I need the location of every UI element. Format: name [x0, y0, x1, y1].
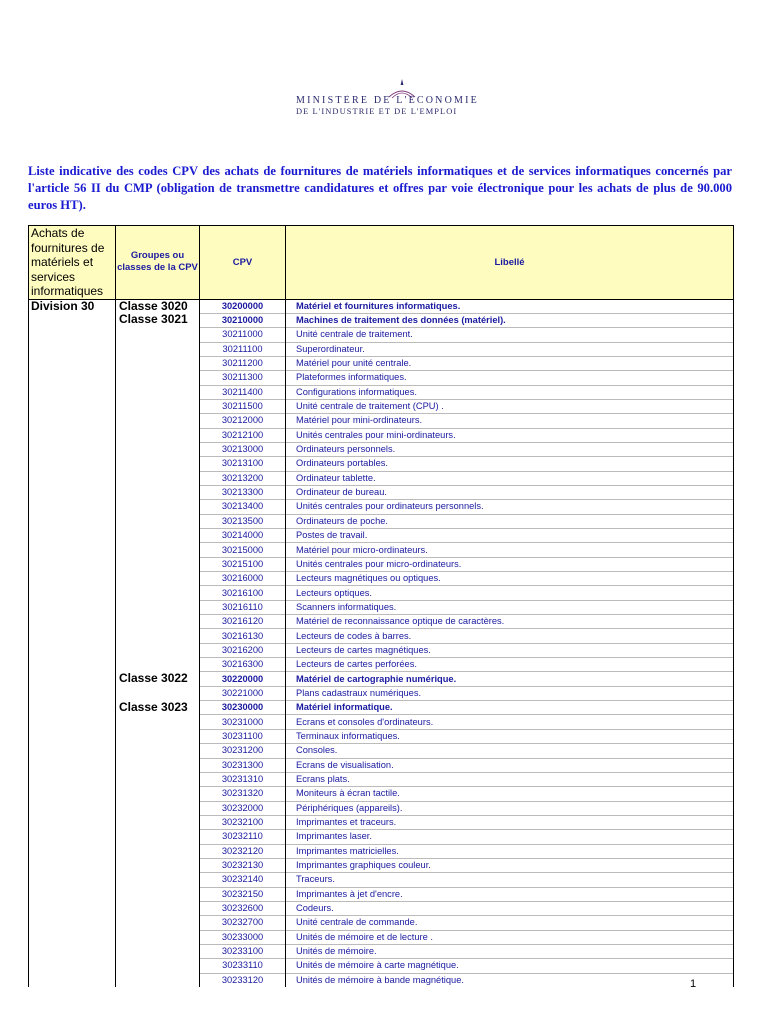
intro-paragraph: Liste indicative des codes CPV des achats de fournitures de matériels informatiques et de services informatiques concernés par l'article 56 II du CMP (obligation de transmettre candidatures et offres par voie électronique pour les achats de plus de 90.000 euros HT). — [28, 164, 732, 212]
classe-cell: Classe 3021 — [116, 313, 200, 327]
division-cell — [29, 471, 116, 485]
cpv-code-cell: 30213500 — [200, 514, 286, 528]
cpv-code-cell: 30211300 — [200, 371, 286, 385]
cpv-code-cell: 30232700 — [200, 916, 286, 930]
division-cell — [29, 772, 116, 786]
division-cell — [29, 887, 116, 901]
classe-cell — [116, 916, 200, 930]
classe-cell — [116, 901, 200, 915]
table-row — [29, 471, 734, 485]
classe-cell — [116, 371, 200, 385]
division-cell — [29, 729, 116, 743]
libelle-cell: Unités de mémoire à bande magnétique. — [286, 973, 734, 987]
division-cell — [29, 801, 116, 815]
table-row — [29, 414, 734, 428]
table-row — [29, 457, 734, 471]
libelle-cell: Unités centrales pour ordinateurs personnels. — [286, 500, 734, 514]
classe-cell — [116, 658, 200, 672]
ministry-name-line1: MINISTÈRE DE L'ÉCONOMIE — [296, 95, 479, 106]
cpv-code-cell: 30231320 — [200, 787, 286, 801]
table-row — [29, 658, 734, 672]
classe-cell — [116, 600, 200, 614]
libelle-cell: Scanners informatiques. — [286, 600, 734, 614]
division-cell — [29, 442, 116, 456]
classe-cell — [116, 356, 200, 370]
cpv-code-cell: 30216000 — [200, 572, 286, 586]
classe-cell — [116, 385, 200, 399]
table-row — [29, 887, 734, 901]
libelle-cell: Ecrans plats. — [286, 772, 734, 786]
cpv-code-cell: 30211500 — [200, 399, 286, 413]
table-row — [29, 328, 734, 342]
table-row — [29, 342, 734, 356]
table-row — [29, 916, 734, 930]
table-row — [29, 930, 734, 944]
division-cell — [29, 586, 116, 600]
classe-cell — [116, 815, 200, 829]
ministry-name-line2: DE L'INDUSTRIE ET DE L'EMPLOI — [296, 107, 458, 116]
cpv-code-cell: 30216110 — [200, 600, 286, 614]
table-row — [29, 901, 734, 915]
libelle-cell: Ordinateurs portables. — [286, 457, 734, 471]
classe-cell — [116, 471, 200, 485]
classe-cell — [116, 342, 200, 356]
classe-cell — [116, 686, 200, 700]
libelle-cell: Moniteurs à écran tactile. — [286, 787, 734, 801]
division-cell — [29, 744, 116, 758]
division-cell — [29, 873, 116, 887]
table-row — [29, 629, 734, 643]
division-cell — [29, 457, 116, 471]
classe-cell — [116, 500, 200, 514]
libelle-cell: Lecteurs de codes à barres. — [286, 629, 734, 643]
division-cell — [29, 385, 116, 399]
division-cell — [29, 356, 116, 370]
division-cell — [29, 815, 116, 829]
classe-cell — [116, 543, 200, 557]
classe-cell: Classe 3023 — [116, 701, 200, 715]
classe-cell — [116, 428, 200, 442]
cpv-code-cell: 30232110 — [200, 830, 286, 844]
classe-cell — [116, 873, 200, 887]
libelle-cell: Lecteurs de cartes perforées. — [286, 658, 734, 672]
libelle-cell: Matériel de reconnaissance optique de caractères. — [286, 615, 734, 629]
division-cell — [29, 643, 116, 657]
table-row — [29, 844, 734, 858]
cpv-code-cell: 30213300 — [200, 485, 286, 499]
cpv-code-cell: 30211000 — [200, 328, 286, 342]
cpv-code-cell: 30213200 — [200, 471, 286, 485]
table-row — [29, 529, 734, 543]
table-row — [29, 572, 734, 586]
libelle-cell: Périphériques (appareils). — [286, 801, 734, 815]
libelle-cell: Unité centrale de traitement (CPU) . — [286, 399, 734, 413]
division-cell — [29, 830, 116, 844]
libelle-cell: Ordinateurs de poche. — [286, 514, 734, 528]
libelle-cell: Unités centrales pour micro-ordinateurs. — [286, 557, 734, 571]
cpv-code-cell: 30232100 — [200, 815, 286, 829]
table-row — [29, 686, 734, 700]
division-cell — [29, 500, 116, 514]
libelle-cell: Matériel pour unité centrale. — [286, 356, 734, 370]
libelle-cell: Lecteurs optiques. — [286, 586, 734, 600]
division-cell — [29, 313, 116, 327]
division-cell — [29, 701, 116, 715]
division-cell — [29, 944, 116, 958]
table-row — [29, 428, 734, 442]
cpv-code-cell: 30232120 — [200, 844, 286, 858]
classe-cell — [116, 485, 200, 499]
libelle-cell: Ecrans et consoles d'ordinateurs. — [286, 715, 734, 729]
libelle-cell: Configurations informatiques. — [286, 385, 734, 399]
libelle-cell: Lecteurs de cartes magnétiques. — [286, 643, 734, 657]
libelle-cell: Consoles. — [286, 744, 734, 758]
libelle-cell: Codeurs. — [286, 901, 734, 915]
classe-cell — [116, 801, 200, 815]
division-cell — [29, 858, 116, 872]
cpv-code-cell: 30233100 — [200, 944, 286, 958]
division-cell — [29, 557, 116, 571]
division-cell — [29, 529, 116, 543]
classe-cell — [116, 744, 200, 758]
table-row — [29, 557, 734, 571]
division-cell — [29, 715, 116, 729]
division-cell — [29, 328, 116, 342]
cpv-code-cell: 30221000 — [200, 686, 286, 700]
table-row — [29, 385, 734, 399]
cpv-code-cell: 30232140 — [200, 873, 286, 887]
classe-cell — [116, 615, 200, 629]
cpv-code-cell: 30232600 — [200, 901, 286, 915]
table-row — [29, 500, 734, 514]
division-cell — [29, 414, 116, 428]
libelle-cell: Imprimantes à jet d'encre. — [286, 887, 734, 901]
cpv-code-cell: 30216300 — [200, 658, 286, 672]
cpv-code-cell: 30233120 — [200, 973, 286, 987]
table-row — [29, 600, 734, 614]
division-cell — [29, 342, 116, 356]
division-cell — [29, 629, 116, 643]
table-row — [29, 615, 734, 629]
cpv-code-cell: 30215100 — [200, 557, 286, 571]
table-row — [29, 744, 734, 758]
division-cell — [29, 672, 116, 686]
libelle-cell: Matériel informatique. — [286, 701, 734, 715]
libelle-cell: Ordinateurs personnels. — [286, 442, 734, 456]
classe-cell — [116, 758, 200, 772]
classe-cell — [116, 944, 200, 958]
cpv-code-cell: 30216130 — [200, 629, 286, 643]
table-row — [29, 729, 734, 743]
table-row — [29, 873, 734, 887]
division-cell — [29, 686, 116, 700]
table-row — [29, 586, 734, 600]
division-cell — [29, 658, 116, 672]
classe-cell — [116, 457, 200, 471]
libelle-cell: Traceurs. — [286, 873, 734, 887]
table-row — [29, 356, 734, 370]
cpv-code-cell: 30231200 — [200, 744, 286, 758]
cpv-code-cell: 30232150 — [200, 887, 286, 901]
libelle-cell: Unités centrales pour mini-ordinateurs. — [286, 428, 734, 442]
classe-cell — [116, 729, 200, 743]
cpv-code-cell: 30232000 — [200, 801, 286, 815]
classe-cell — [116, 572, 200, 586]
division-cell — [29, 930, 116, 944]
cpv-code-cell: 30233000 — [200, 930, 286, 944]
table-row — [29, 442, 734, 456]
cpv-code-cell: 30230000 — [200, 701, 286, 715]
cpv-code-cell: 30213100 — [200, 457, 286, 471]
division-cell — [29, 399, 116, 413]
division-cell — [29, 600, 116, 614]
ministry-logo — [296, 77, 508, 121]
header-groupes: Groupes ou classes de la CPV — [116, 226, 200, 300]
cpv-code-cell: 30216120 — [200, 615, 286, 629]
table-row — [29, 801, 734, 815]
libelle-cell: Plans cadastraux numériques. — [286, 686, 734, 700]
cpv-code-cell: 30231000 — [200, 715, 286, 729]
classe-cell — [116, 529, 200, 543]
table-row — [29, 758, 734, 772]
classe-cell — [116, 959, 200, 973]
division-cell — [29, 916, 116, 930]
division-cell: Division 30 — [29, 299, 116, 313]
cpv-code-cell: 30231310 — [200, 772, 286, 786]
libelle-cell: Unités de mémoire à carte magnétique. — [286, 959, 734, 973]
table-header-row — [29, 226, 734, 300]
classe-cell — [116, 930, 200, 944]
table-row — [29, 672, 734, 686]
libelle-cell: Imprimantes et traceurs. — [286, 815, 734, 829]
libelle-cell: Superordinateur. — [286, 342, 734, 356]
libelle-cell: Lecteurs magnétiques ou optiques. — [286, 572, 734, 586]
division-cell — [29, 543, 116, 557]
classe-cell — [116, 586, 200, 600]
libelle-cell: Imprimantes laser. — [286, 830, 734, 844]
classe-cell — [116, 629, 200, 643]
division-cell — [29, 572, 116, 586]
classe-cell — [116, 328, 200, 342]
table-row — [29, 973, 734, 987]
cpv-code-cell: 30211100 — [200, 342, 286, 356]
libelle-cell: Unités de mémoire et de lecture . — [286, 930, 734, 944]
table-row — [29, 299, 734, 313]
classe-cell — [116, 772, 200, 786]
table-row — [29, 715, 734, 729]
classe-cell — [116, 715, 200, 729]
division-cell — [29, 758, 116, 772]
table-row — [29, 485, 734, 499]
cpv-code-cell: 30214000 — [200, 529, 286, 543]
cpv-code-cell: 30200000 — [200, 299, 286, 313]
classe-cell: Classe 3020 — [116, 299, 200, 313]
classe-cell — [116, 514, 200, 528]
division-cell — [29, 959, 116, 973]
cpv-code-cell: 30212100 — [200, 428, 286, 442]
division-cell — [29, 371, 116, 385]
classe-cell — [116, 844, 200, 858]
table-row — [29, 371, 734, 385]
cpv-code-cell: 30232130 — [200, 858, 286, 872]
page-number: 1 — [690, 978, 697, 990]
libelle-cell: Matériel pour micro-ordinateurs. — [286, 543, 734, 557]
cpv-code-cell: 30216200 — [200, 643, 286, 657]
cpv-code-cell: 30213000 — [200, 442, 286, 456]
division-cell — [29, 973, 116, 987]
table-row — [29, 944, 734, 958]
division-cell — [29, 901, 116, 915]
classe-cell — [116, 442, 200, 456]
libelle-cell: Ecrans de visualisation. — [286, 758, 734, 772]
division-cell — [29, 485, 116, 499]
header-cpv: CPV — [200, 226, 286, 300]
table-row — [29, 514, 734, 528]
cpv-code-cell: 30213400 — [200, 500, 286, 514]
cpv-code-cell: 30212000 — [200, 414, 286, 428]
libelle-cell: Machines de traitement des données (matériel). — [286, 313, 734, 327]
classe-cell — [116, 973, 200, 987]
table-row — [29, 399, 734, 413]
libelle-cell: Unités de mémoire. — [286, 944, 734, 958]
header-libelle: Libellé — [286, 226, 734, 300]
classe-cell — [116, 643, 200, 657]
libelle-cell: Terminaux informatiques. — [286, 729, 734, 743]
libelle-cell: Ordinateur de bureau. — [286, 485, 734, 499]
classe-cell — [116, 830, 200, 844]
division-cell — [29, 844, 116, 858]
classe-cell — [116, 399, 200, 413]
table-row — [29, 815, 734, 829]
cpv-code-cell: 30233110 — [200, 959, 286, 973]
libelle-cell: Matériel de cartographie numérique. — [286, 672, 734, 686]
cpv-code-cell: 30211200 — [200, 356, 286, 370]
division-cell — [29, 615, 116, 629]
table-row — [29, 543, 734, 557]
table-row — [29, 959, 734, 973]
classe-cell: Classe 3022 — [116, 672, 200, 686]
libelle-cell: Postes de travail. — [286, 529, 734, 543]
classe-cell — [116, 887, 200, 901]
classe-cell — [116, 557, 200, 571]
division-cell — [29, 514, 116, 528]
libelle-cell: Ordinateur tablette. — [286, 471, 734, 485]
table-row — [29, 772, 734, 786]
cpv-code-cell: 30211400 — [200, 385, 286, 399]
libelle-cell: Imprimantes graphiques couleur. — [286, 858, 734, 872]
table-row — [29, 313, 734, 327]
libelle-cell: Unité centrale de traitement. — [286, 328, 734, 342]
classe-cell — [116, 787, 200, 801]
libelle-cell: Unité centrale de commande. — [286, 916, 734, 930]
header-achats: Achats de fournitures de matériels et services informatiques — [29, 226, 116, 300]
libelle-cell: Imprimantes matricielles. — [286, 844, 734, 858]
table-row — [29, 858, 734, 872]
libelle-cell: Plateformes informatiques. — [286, 371, 734, 385]
table-row — [29, 701, 734, 715]
cpv-code-cell: 30220000 — [200, 672, 286, 686]
classe-cell — [116, 858, 200, 872]
libelle-cell: Matériel pour mini-ordinateurs. — [286, 414, 734, 428]
cpv-code-cell: 30215000 — [200, 543, 286, 557]
cpv-table — [28, 225, 734, 987]
cpv-code-cell: 30210000 — [200, 313, 286, 327]
division-cell — [29, 428, 116, 442]
libelle-cell: Matériel et fournitures informatiques. — [286, 299, 734, 313]
cpv-code-cell: 30231300 — [200, 758, 286, 772]
classe-cell — [116, 414, 200, 428]
table-row — [29, 787, 734, 801]
table-row — [29, 830, 734, 844]
table-row — [29, 643, 734, 657]
cpv-code-cell: 30216100 — [200, 586, 286, 600]
cpv-code-cell: 30231100 — [200, 729, 286, 743]
division-cell — [29, 787, 116, 801]
